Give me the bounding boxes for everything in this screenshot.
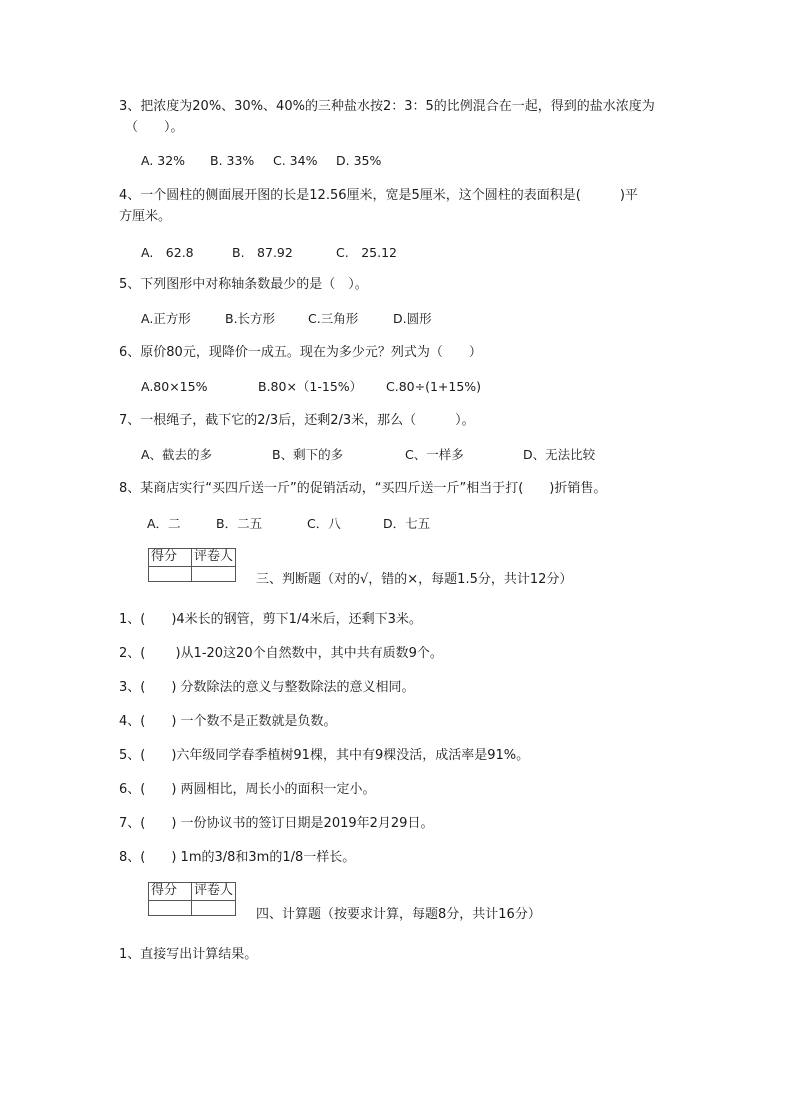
grader-cell (192, 901, 236, 916)
question-7-text: 7、一根绳子，截下它的2/3后，还剩2/3米，那么（ ）。 (119, 413, 475, 428)
question-4-text: 4、一个圆柱的侧面展开图的长是12.56厘米，宽是5厘米，这个圆柱的表面积是( )平 (119, 188, 638, 203)
judge-item-2: 2、( )从1-20这20个自然数中，其中共有质数9个。 (119, 646, 443, 661)
question-8-option-a: A．二 (147, 516, 181, 531)
judge-item-4: 4、( ) 一个数不是正数就是负数。 (119, 714, 337, 729)
section-4-title: 四、计算题（按要求计算，每题8分，共计16分） (256, 907, 541, 922)
question-8-option-c: C．八 (307, 516, 341, 531)
question-3-option-c: C. 34% (273, 153, 318, 168)
judge-item-1: 1、( )4米长的钢管，剪下1/4米后，还剩下3米。 (119, 612, 422, 627)
question-8-option-b: B．二五 (216, 516, 263, 531)
judge-item-8: 8、( ) 1m的3/8和3m的1/8一样长。 (119, 850, 356, 865)
judge-item-3: 3、( ) 分数除法的意义与整数除法的意义相同。 (119, 680, 415, 695)
score-label: 得分 (149, 549, 192, 567)
score-cell (149, 901, 192, 916)
question-7-option-b: B、剩下的多 (272, 447, 344, 462)
calc-item-1: 1、直接写出计算结果。 (119, 947, 258, 962)
question-8-option-d: D．七五 (383, 516, 431, 531)
score-label: 得分 (149, 883, 192, 901)
question-6-text: 6、原价80元，现降价一成五。现在为多少元？列式为（ ） (119, 345, 482, 360)
judge-item-5: 5、( )六年级同学春季植树91棵，其中有9棵没活，成活率是91%。 (119, 748, 530, 763)
judge-item-7: 7、( ) 一份协议书的签订日期是2019年2月29日。 (119, 816, 434, 831)
grader-label: 评卷人 (192, 549, 236, 567)
score-table-section-3 (148, 548, 236, 582)
question-5-option-d: D.圆形 (393, 311, 432, 326)
question-6-option-a: A.80×15% (141, 379, 208, 394)
question-5-option-b: B.长方形 (225, 311, 276, 326)
score-cell (149, 567, 192, 582)
question-3-option-d: D. 35% (336, 153, 382, 168)
question-5-text: 5、下列图形中对称轴条数最少的是（ ）。 (119, 277, 368, 292)
question-3-text: 3、把浓度为20%、30%、40%的三种盐水按2：3：5的比例混合在一起，得到的盐水浓度为 (119, 99, 655, 114)
score-table-section-4 (148, 882, 236, 916)
question-4-text-cont: 方厘米。 (119, 209, 172, 224)
question-7-option-c: C、一样多 (405, 447, 464, 462)
grader-cell (192, 567, 236, 582)
grader-label: 评卷人 (192, 883, 236, 901)
question-3-option-b: B. 33% (210, 153, 255, 168)
question-6-option-c: C.80÷(1+15%) (386, 379, 482, 394)
question-4-option-a: A. 62.8 (141, 245, 194, 260)
question-4-option-c: C. 25.12 (336, 245, 397, 260)
question-5-option-c: C.三角形 (308, 311, 359, 326)
question-3-text-cont: （ ）。 (125, 120, 184, 135)
question-5-option-a: A.正方形 (141, 311, 191, 326)
question-7-option-d: D、无法比较 (523, 447, 596, 462)
section-3-title: 三、判断题（对的√，错的×，每题1.5分，共计12分） (256, 572, 573, 587)
question-4-option-b: B. 87.92 (232, 245, 293, 260)
question-3-option-a: A. 32% (141, 153, 186, 168)
question-8-text: 8、某商店实行“买四斤送一斤”的促销活动，“买四斤送一斤”相当于打( )折销售。 (119, 481, 607, 496)
judge-item-6: 6、( ) 两圆相比，周长小的面积一定小。 (119, 782, 376, 797)
question-6-option-b: B.80×（1-15%） (258, 379, 363, 394)
question-7-option-a: A、截去的多 (141, 447, 213, 462)
